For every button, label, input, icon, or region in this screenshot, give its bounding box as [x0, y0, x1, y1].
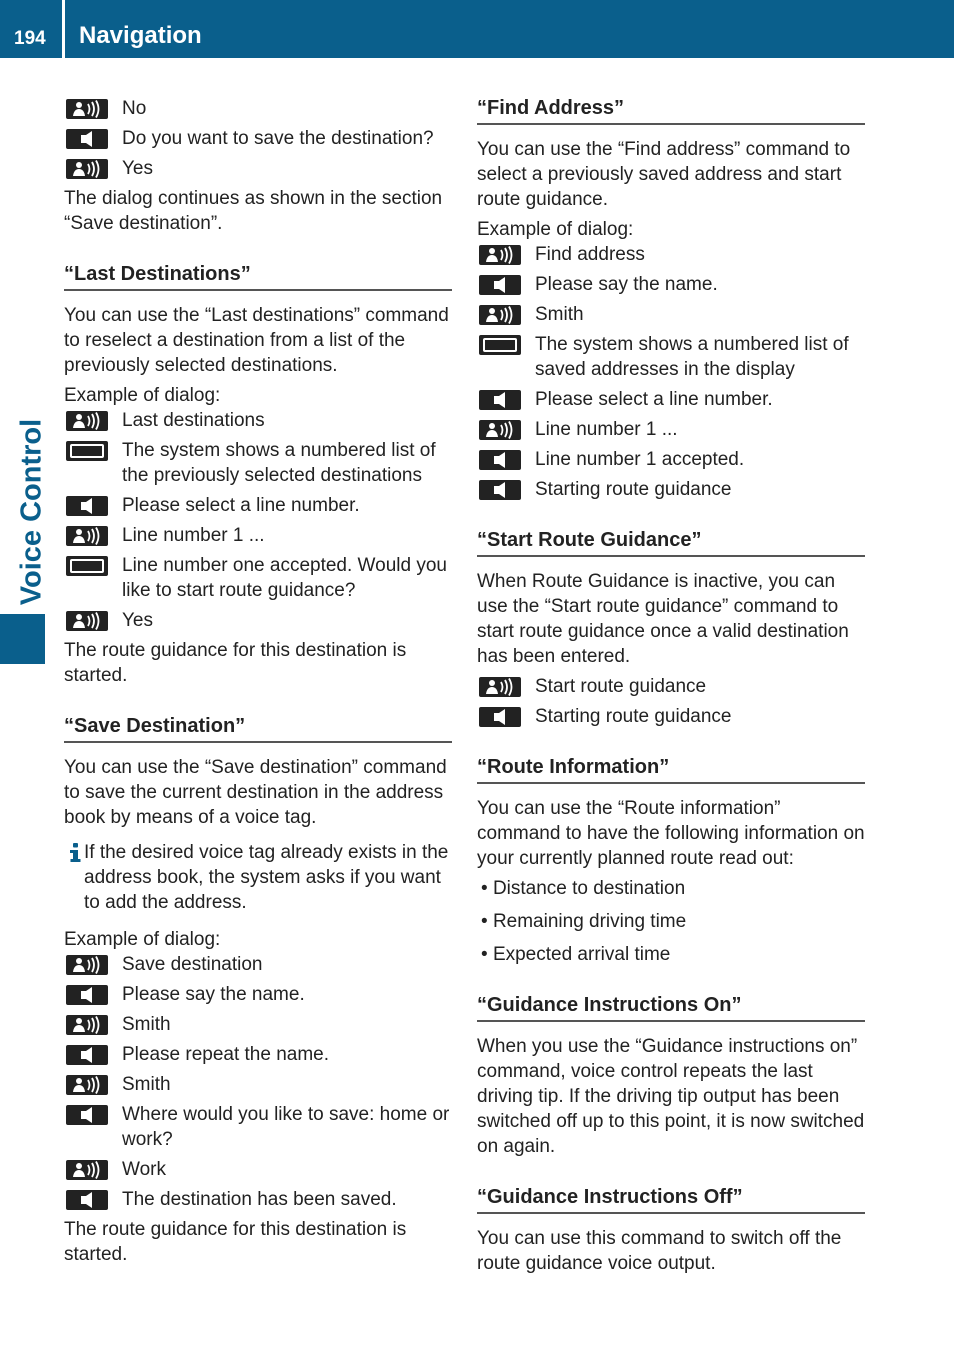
example-label: Example of dialog: [64, 929, 221, 950]
dialog-text: Please select a line number. [535, 389, 773, 410]
voice-input-icon [64, 608, 122, 633]
voice-output-icon [64, 126, 122, 151]
dialog-text: Please repeat the name. [122, 1044, 330, 1065]
section-heading-last-destinations: “Last Destinations” [64, 262, 452, 291]
dialog-line [477, 704, 865, 729]
save-destination-outro: The route guidance for this destination is started. [64, 1219, 407, 1265]
dialog-line [64, 493, 452, 518]
dialog-text: Smith [122, 1074, 171, 1095]
dialog-line [64, 438, 452, 488]
dialog-text: Please say the name. [535, 274, 718, 295]
dialog-text: Yes [122, 610, 153, 631]
dialog-text: Please select a line number. [122, 495, 360, 516]
bullet-item: • Expected arrival time [481, 944, 671, 965]
bullet-item: • Distance to destination [481, 878, 686, 899]
voice-output-icon [64, 1042, 122, 1067]
header-title: Navigation [79, 22, 202, 49]
example-label: Example of dialog: [477, 219, 634, 240]
dialog-text: Line number 1 accepted. [535, 449, 745, 470]
dialog-text: Do you want to save the destination? [122, 128, 434, 149]
header-divider [62, 0, 65, 58]
last-destinations-dialog [64, 408, 452, 633]
voice-output-icon [477, 447, 535, 472]
info-note [64, 840, 452, 915]
voice-output-icon [64, 1187, 122, 1212]
display-icon [64, 553, 122, 578]
dialog-text: Starting route guidance [535, 706, 732, 727]
page-header [0, 0, 954, 58]
voice-input-icon [64, 1072, 122, 1097]
dialog-line [64, 952, 452, 977]
dialog-text: Find address [535, 244, 645, 265]
voice-input-icon [477, 242, 535, 267]
dialog-line [64, 1157, 452, 1182]
display-icon [64, 438, 122, 463]
dialog-text: Line number one accepted. Would you like to start route guidance? [122, 555, 447, 601]
dialog-text: Starting route guidance [535, 479, 732, 500]
page-number: 194 [14, 28, 46, 49]
dialog-line [477, 242, 865, 267]
dialog-text: Line number 1 ... [122, 525, 265, 546]
voice-input-icon [64, 96, 122, 121]
intro-dialog [64, 96, 452, 181]
example-label: Example of dialog: [64, 385, 221, 406]
dialog-text: Last destinations [122, 410, 265, 431]
find-address-dialog [477, 242, 865, 502]
dialog-text: Start route guidance [535, 676, 707, 697]
dialog-text: The system shows a numbered list of saved addresses in the display [535, 334, 849, 380]
dialog-line [477, 477, 865, 502]
dialog-text: The system shows a numbered list of the previously selected destinations [122, 440, 436, 486]
bullet-item: • Remaining driving time [481, 911, 687, 932]
guidance-on-body: When you use the “Guidance instructions on” command, voice control repeats the last driving tip. If the driving tip output has been switched off up to this point, it is now switched on again. [477, 1036, 865, 1157]
display-icon [477, 332, 535, 357]
dialog-line [477, 387, 865, 412]
voice-input-icon [64, 952, 122, 977]
last-destinations-body: You can use the “Last destinations” command to reselect a destination from a list of the previously selected destinations. [64, 305, 449, 376]
dialog-text: Smith [122, 1014, 171, 1035]
dialog-line [64, 1072, 452, 1097]
dialog-text: Where would you like to save: home or work? [122, 1104, 450, 1150]
info-text: If the desired voice tag already exists in the address book, the system asks if you want to add the address. [84, 842, 449, 913]
dialog-line [64, 608, 452, 633]
dialog-line [477, 302, 865, 327]
section-heading-start-route-guidance: “Start Route Guidance” [477, 528, 865, 557]
voice-output-icon [477, 387, 535, 412]
voice-output-icon [477, 272, 535, 297]
dialog-line [477, 674, 865, 699]
dialog-line [477, 447, 865, 472]
last-destinations-outro: The route guidance for this destination is started. [64, 640, 407, 686]
dialog-text: Please say the name. [122, 984, 305, 1005]
voice-input-icon [477, 674, 535, 699]
voice-input-icon [64, 156, 122, 181]
save-destination-body: You can use the “Save destination” command to save the current destination in the address book by means of a voice tag. [64, 757, 447, 828]
voice-input-icon [64, 1012, 122, 1037]
section-heading-save-destination: “Save Destination” [64, 714, 452, 743]
intro-text: The dialog continues as shown in the section “Save destination”. [64, 188, 443, 234]
voice-input-icon [64, 1157, 122, 1182]
section-heading-guidance-on: “Guidance Instructions On” [477, 993, 865, 1022]
dialog-text: The destination has been saved. [122, 1189, 397, 1210]
left-column [64, 96, 452, 1272]
voice-output-icon [64, 1102, 122, 1127]
voice-output-icon [477, 704, 535, 729]
dialog-line [64, 96, 452, 121]
route-information-bullets [477, 876, 865, 967]
route-information-body: You can use the “Route information” command to have the following information on your currently planned route read out: [477, 798, 865, 869]
section-heading-guidance-off: “Guidance Instructions Off” [477, 1185, 865, 1214]
dialog-line [64, 1187, 452, 1212]
dialog-text: Smith [535, 304, 584, 325]
dialog-line [64, 553, 452, 603]
dialog-line [477, 272, 865, 297]
guidance-off-body: You can use this command to switch off the route guidance voice output. [477, 1228, 842, 1274]
dialog-line [64, 156, 452, 181]
dialog-line [64, 982, 452, 1007]
voice-input-icon [64, 523, 122, 548]
dialog-text: Yes [122, 158, 153, 179]
start-route-guidance-body: When Route Guidance is inactive, you can use the “Start route guidance” command to start route guidance once a valid destination has been entered. [477, 571, 849, 667]
dialog-text: Save destination [122, 954, 263, 975]
voice-input-icon [477, 302, 535, 327]
voice-output-icon [64, 982, 122, 1007]
save-destination-dialog [64, 952, 452, 1212]
dialog-line [64, 1012, 452, 1037]
right-column [477, 96, 865, 1281]
voice-output-icon [477, 477, 535, 502]
dialog-line [64, 1102, 452, 1152]
dialog-text: Work [122, 1159, 166, 1180]
dialog-line [64, 1042, 452, 1067]
voice-input-icon [477, 417, 535, 442]
section-heading-find-address: “Find Address” [477, 96, 865, 125]
dialog-line [477, 417, 865, 442]
dialog-line [64, 408, 452, 433]
start-route-guidance-dialog [477, 674, 865, 729]
voice-input-icon [64, 408, 122, 433]
dialog-line [64, 523, 452, 548]
section-heading-route-information: “Route Information” [477, 755, 865, 784]
side-tab-label: Voice Control [15, 418, 48, 606]
info-icon [64, 840, 84, 865]
find-address-body: You can use the “Find address” command to select a previously saved address and start route guidance. [477, 139, 851, 210]
dialog-line [64, 126, 452, 151]
voice-output-icon [64, 493, 122, 518]
dialog-text: Line number 1 ... [535, 419, 678, 440]
dialog-text: No [122, 98, 147, 119]
dialog-line [477, 332, 865, 382]
